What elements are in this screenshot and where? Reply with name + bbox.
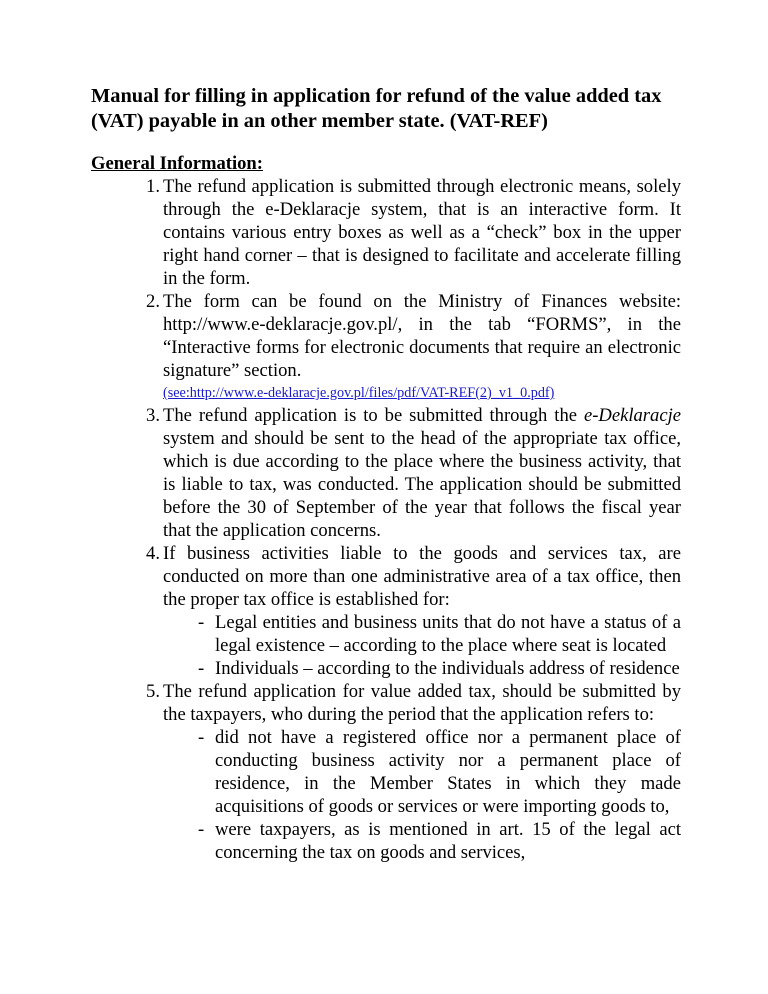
sub-list-item: - Individuals – according to the individuals address of residence bbox=[198, 658, 680, 679]
sub-list-item: - were taxpayers, as is mentioned in art. 15 of the legal act concerning the tax on goods and services, bbox=[198, 819, 681, 863]
dash-bullet: - bbox=[198, 819, 205, 840]
list-item-text-continued: system and should be sent to the head of the appropriate tax office, which is due according to the place where the business activity, that is liable to tax, was conducted. The application should be submitted before the 30 of September of the year that follows the fiscal year that the application concerns. bbox=[163, 428, 681, 541]
list-item-number: 4. bbox=[146, 543, 160, 564]
dash-bullet: - bbox=[198, 612, 205, 633]
list-item-1 bbox=[146, 175, 681, 290]
list-item-5 bbox=[146, 680, 681, 864]
list-item-4 bbox=[146, 542, 681, 680]
dash-bullet: - bbox=[198, 727, 205, 748]
list-item-number: 3. bbox=[146, 405, 160, 426]
list-item-3 bbox=[146, 404, 681, 542]
section-heading-general-information: General Information: bbox=[91, 153, 263, 174]
general-information-list bbox=[146, 175, 681, 864]
document-title: Manual for filling in application for refund of the value added tax (VAT) payable in an other member state. (VAT-REF) bbox=[91, 85, 662, 132]
dash-bullet: - bbox=[198, 658, 205, 679]
sub-list bbox=[163, 611, 681, 680]
list-item-number: 1. bbox=[146, 176, 160, 197]
vat-ref-pdf-link[interactable]: (see:http://www.e-deklaracje.gov.pl/files/pdf/VAT-REF(2)_v1_0.pdf) bbox=[163, 385, 555, 401]
sub-list bbox=[163, 726, 681, 864]
list-item-text: The refund application for value added tax, should be submitted by the taxpayers, who during the period that the application refers to: bbox=[163, 681, 681, 725]
list-item-text: If business activities liable to the goods and services tax, are conducted on more than one administrative area of a tax office, then the proper tax office is established for: bbox=[163, 543, 681, 610]
list-item-text: The form can be found on the Ministry of Finances website: http://www.e-deklaracje.gov.pl/, in the tab “FORMS”, in the “Interactive forms for electronic documents that require an electronic signature” section. bbox=[163, 291, 681, 381]
list-item-text: The refund application is to be submitted through the bbox=[163, 405, 584, 426]
list-item-number: 2. bbox=[146, 291, 160, 312]
sub-list-item: - did not have a registered office nor a permanent place of conducting business activity nor a permanent place of residence, in the Member States in which they made acquisitions of goods or services or were importing goods to, bbox=[198, 727, 681, 817]
list-item-number: 5. bbox=[146, 681, 160, 702]
list-item-2 bbox=[146, 290, 681, 404]
list-item-text: The refund application is submitted through electronic means, solely through the e-Deklaracje system, that is an interactive form. It contains various entry boxes as well as a “check” box in the upper right hand corner – that is designed to facilitate and accelerate filling in the form. bbox=[163, 176, 681, 289]
sub-list-item: - Legal entities and business units that do not have a status of a legal existence – according to the place where seat is located bbox=[198, 612, 681, 656]
e-deklaracje-system-name: e-Deklaracje bbox=[583, 405, 681, 426]
